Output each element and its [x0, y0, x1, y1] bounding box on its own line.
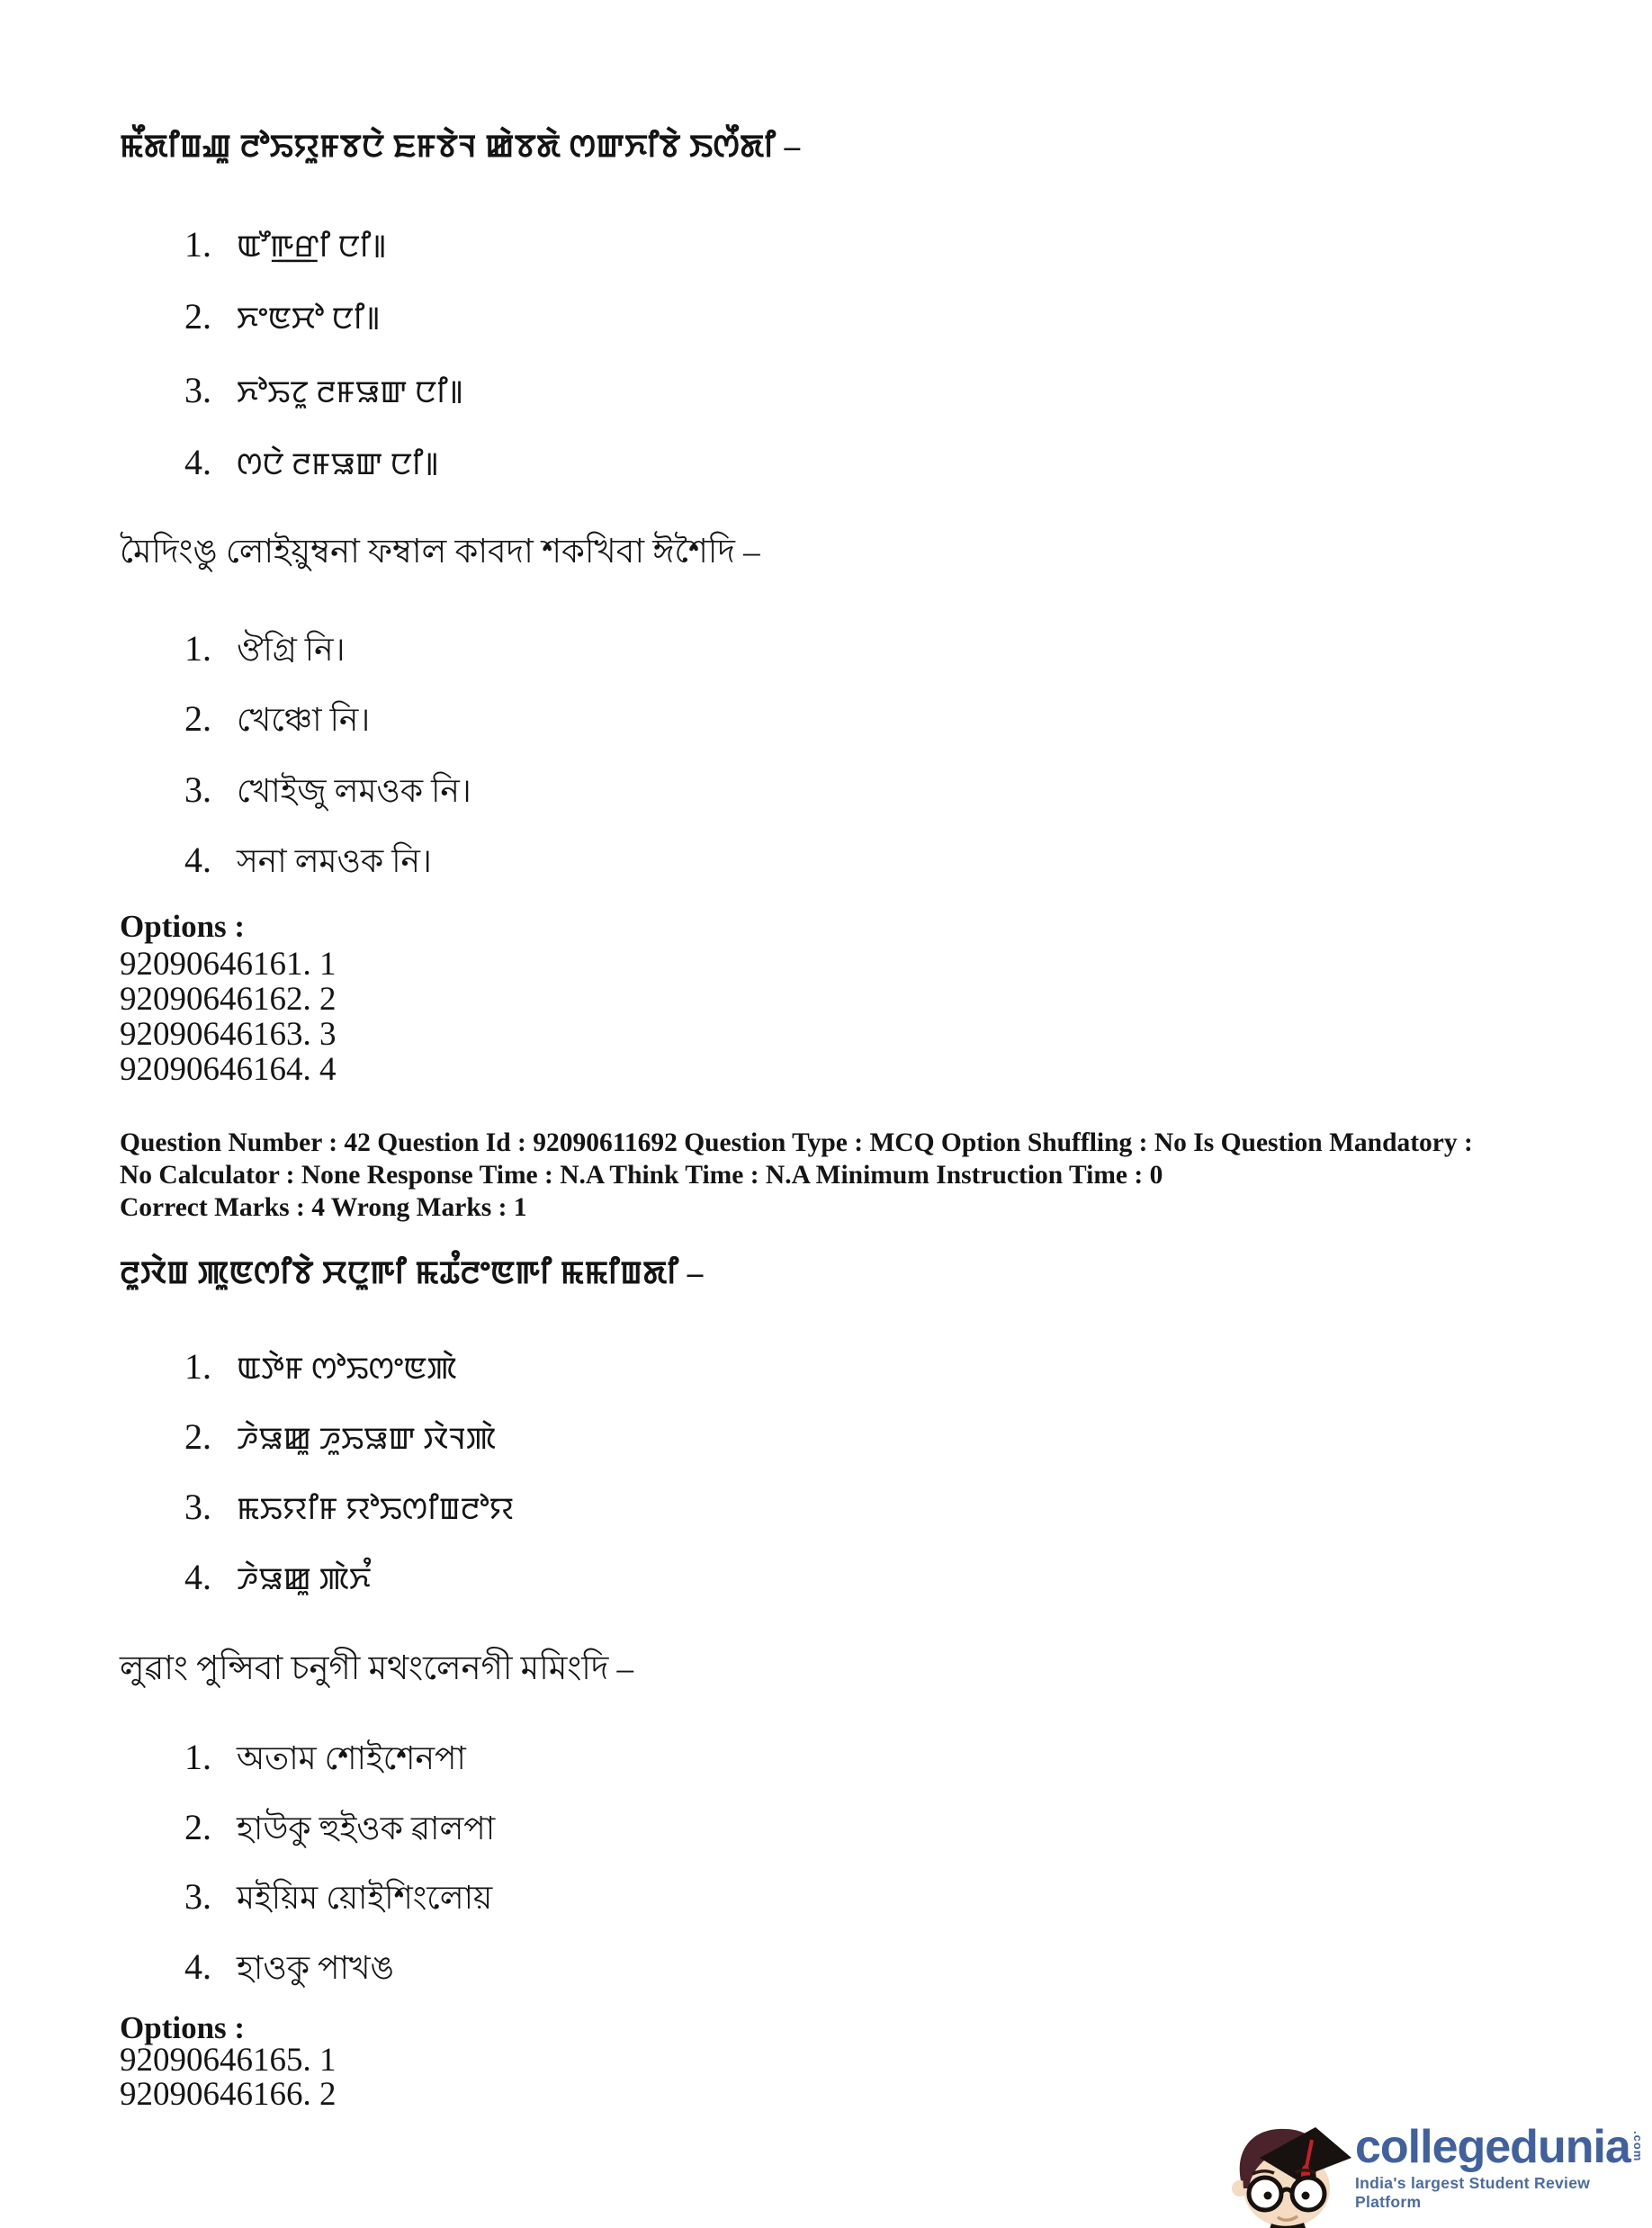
question2-bn-option-1 — [184, 1734, 466, 1788]
option-number: 3. — [184, 1876, 211, 1917]
logo-brand-text: collegedunia — [1355, 2121, 1630, 2173]
option-number: 3. — [184, 370, 211, 410]
question1-mm-option-2 — [184, 295, 380, 338]
question1-text-meetei: ꯃꯩꯗꯤꯡꯉꯨ ꯂꯣꯢꯌꯨꯝꯕꯅꯥ ꯐꯝꯕꯥꯜ ꯀꯥꯕꯗꯥ ꯁꯛꯈꯤꯕꯥ ꯏꯁꯩꯗꯤ – — [120, 129, 801, 164]
option-number: 1. — [184, 1737, 211, 1777]
collegedunia-logo — [1229, 2122, 1652, 2228]
option-text: সনা লমওক নি। — [237, 843, 432, 879]
option-number: 1. — [184, 1346, 211, 1387]
option-number: 2. — [184, 1416, 211, 1457]
logo-tld-text: .com — [1630, 2131, 1645, 2162]
option-number: 1. — [184, 628, 211, 669]
option-number: 4. — [184, 1557, 211, 1597]
option-text: ꯃꯢꯌꯤꯝ ꯌꯣꯢꯁꯤꯡꯂꯣꯌ — [237, 1493, 515, 1526]
question1-bn-option-1 — [184, 625, 345, 679]
question1-bn-option-2 — [184, 696, 370, 750]
option-text: ꯁꯅꯥ ꯂꯝꯎꯛ ꯅꯤ꯫ — [237, 448, 439, 481]
question2-mm-option-4 — [184, 1556, 371, 1599]
question2-text-meetei: ꯂꯨꯋꯥꯡ ꯄꯨꯟꯁꯤꯕꯥ ꯆꯅꯨꯒꯤ ꯃꯊꯪꯂꯦꯟꯒꯤ ꯃꯃꯤꯡꯗꯤ – — [120, 1255, 704, 1290]
question2-mm-option-1 — [184, 1345, 457, 1388]
logo-wordmark-row — [1355, 2122, 1652, 2172]
logo-tagline: India's largest Student Review Platform — [1355, 2174, 1591, 2211]
option-text: ꯑꯇꯥꯝ ꯁꯣꯢꯁꯦꯟꯄꯥ — [237, 1352, 457, 1386]
question2-bn-option-4 — [184, 1944, 394, 1998]
option-id-1: 92090646161. 1 — [120, 946, 337, 983]
option-number: 4. — [184, 442, 211, 482]
option-number: 3. — [184, 1487, 211, 1527]
option-number: 2. — [184, 698, 211, 739]
logo-text-column — [1355, 2122, 1652, 2212]
question1-text-bengali: মৈদিংঙু লোইয়ুম্বনা ফম্বাল কাবদা শকখিবা ঈশৈদি – — [120, 534, 760, 570]
question1-mm-option-4 — [184, 441, 439, 484]
question2-bn-option-2 — [184, 1804, 495, 1858]
option-text: হাউকু হুইওক ৱালপা — [237, 1810, 496, 1846]
option-text: অতাম শোইশেনপা — [237, 1740, 466, 1776]
option-number: 1. — [184, 224, 211, 265]
option-text: খোইজু লমওক নি। — [237, 773, 471, 809]
option-id-4: 92090646164. 4 — [120, 1051, 337, 1088]
option-number: 2. — [184, 1807, 211, 1847]
option-text: হাওকু পাখঙ — [237, 1950, 394, 1986]
option-text: মইয়িম য়োইশিংলোয় — [237, 1880, 493, 1916]
option-id-3: 92090646163. 3 — [120, 1016, 337, 1053]
option-text: খেঞ্চো নি। — [237, 702, 371, 738]
option-id-2: 92090646162. 2 — [120, 981, 337, 1018]
question2-text-bengali: লুৱাং পুন্সিবা চনুগী মথংলেনগী মমিংদি – — [120, 1650, 634, 1687]
option-number: 4. — [184, 1946, 211, 1987]
question1-bn-option-3 — [184, 767, 471, 821]
question2-bn-option-3 — [184, 1873, 492, 1927]
option-text: ঔগ্রি নি। — [237, 632, 346, 668]
options-block-truncated — [120, 2005, 750, 2106]
question-metadata: Question Number : 42 Question Id : 92090611692 Question Type : MCQ Option Shuffling : No Is Question Mandatory : No Calculator : None Response Time : N.A Think Time : N.A Minimum Instruction Time : 0 — [120, 1128, 1473, 1190]
option-number: 3. — [184, 769, 211, 810]
options-label: Options : — [120, 2010, 246, 2045]
option-text: ꯈꯦꯟꯆꯣ ꯅꯤ꯫ — [237, 302, 381, 336]
option-text: ꯍꯥꯎꯀꯨ ꯍꯨꯢꯎꯛ ꯋꯥꯜꯄꯥ — [237, 1423, 497, 1456]
question1-mm-option-1 — [184, 223, 386, 266]
option-id-2: 92090646166. 2 — [120, 2076, 337, 2106]
option-id-1: 92090646165. 1 — [120, 2042, 337, 2079]
question1-bn-option-4 — [184, 837, 432, 891]
question1-mm-option-3 — [184, 369, 463, 412]
option-number: 2. — [184, 296, 211, 337]
option-text: ꯍꯥꯎꯀꯨ ꯄꯥꯈꯪ — [237, 1563, 372, 1596]
option-text: ꯑꯧꯒ꯭ꯔꯤ ꯅꯤ꯫ — [237, 230, 387, 264]
question2-mm-option-3 — [184, 1486, 514, 1529]
question-marks: Correct Marks : 4 Wrong Marks : 1 — [120, 1193, 527, 1222]
options-label: Options : — [120, 909, 246, 944]
collegedunia-mascot-icon — [1229, 2122, 1353, 2228]
option-number: 4. — [184, 840, 211, 880]
question2-mm-option-2 — [184, 1415, 496, 1459]
option-text: ꯈꯣꯢꯖꯨ ꯂꯝꯎꯛ ꯅꯤ꯫ — [237, 376, 463, 409]
